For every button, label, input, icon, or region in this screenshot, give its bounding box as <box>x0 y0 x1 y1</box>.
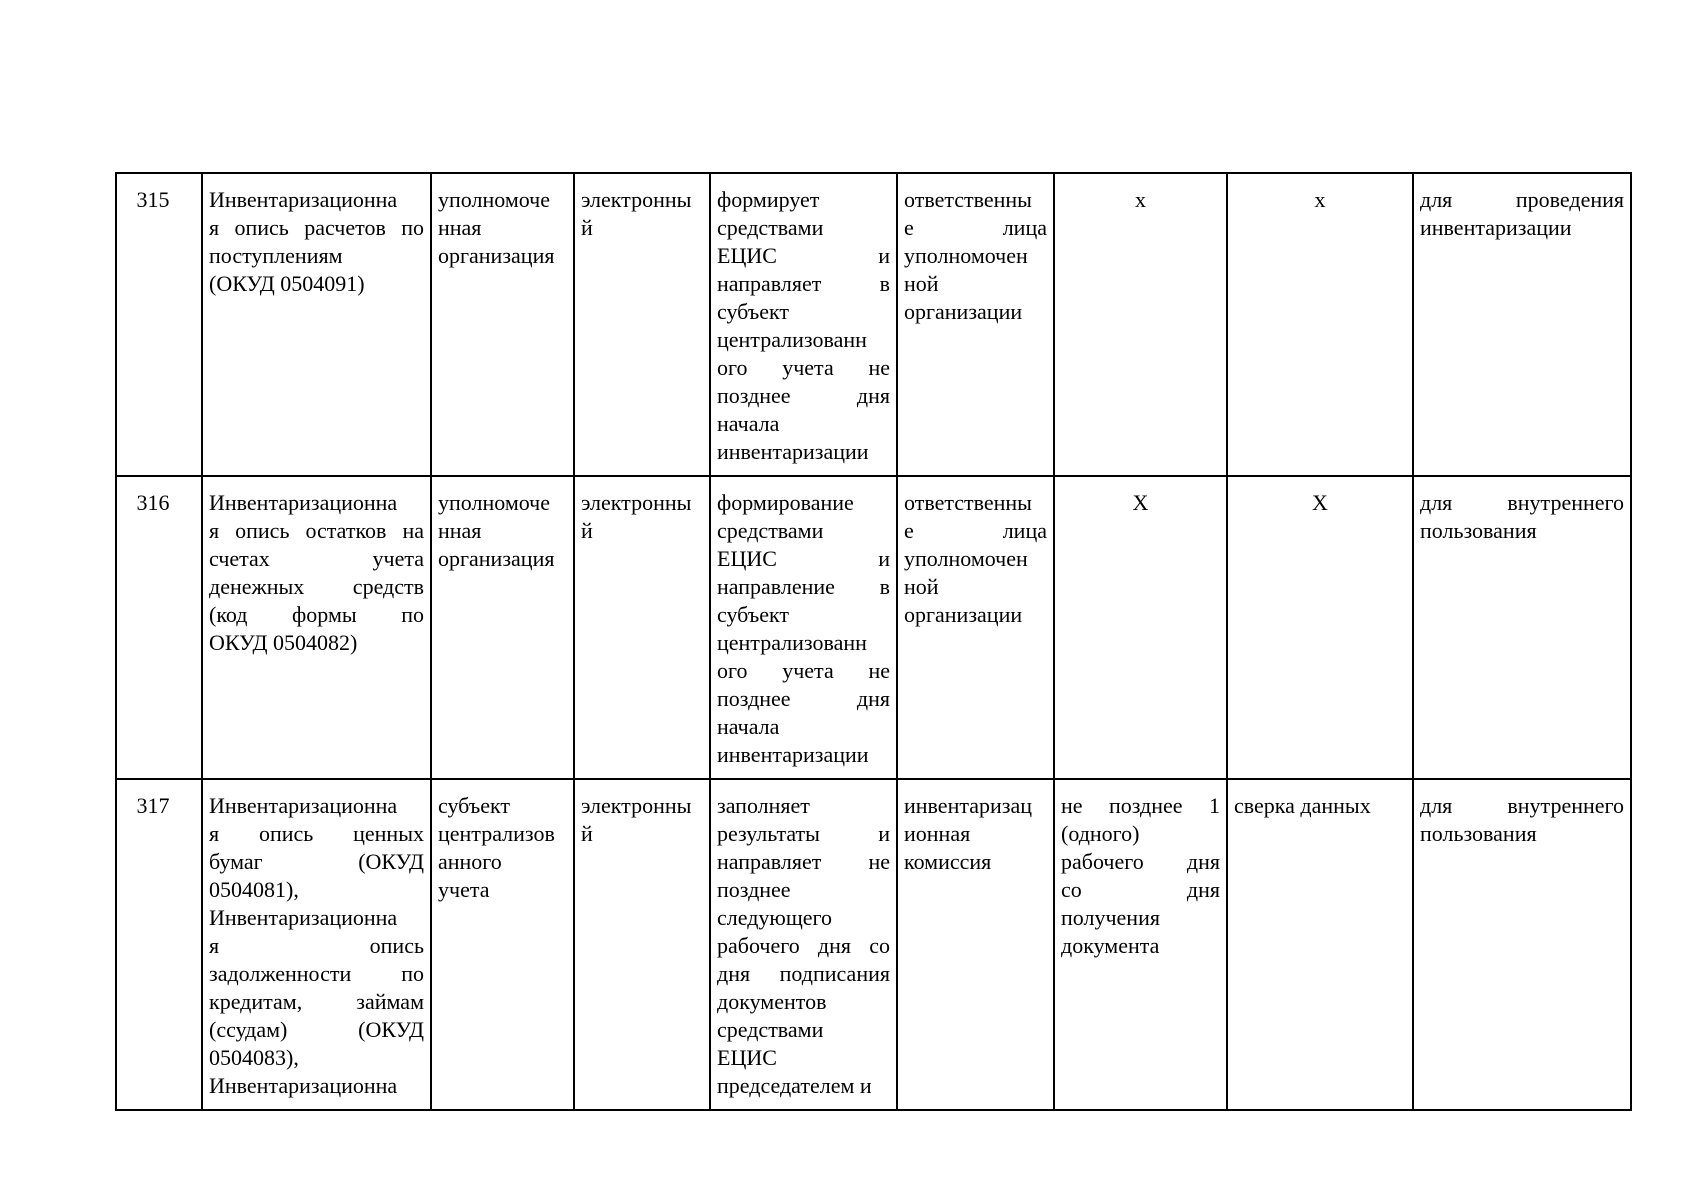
cell-text-line: Инвентаризационна <box>209 793 398 818</box>
purpose-cell <box>1413 476 1631 779</box>
cell-text-line: инвентаризации <box>717 742 869 767</box>
cell-text-line: Х <box>1312 490 1328 515</box>
cell-text-line: задолженности по <box>209 961 424 986</box>
cell-text-line: нная <box>438 215 482 240</box>
procedure-cell <box>710 779 897 1110</box>
cell-text-line: (ОКУД 0504091) <box>209 271 365 296</box>
form-cell <box>574 476 710 779</box>
cell-text-line: электронны <box>581 187 692 212</box>
cell-text-line: субъект <box>717 602 789 627</box>
cell-text-line: (ссудам) (ОКУД <box>209 1017 424 1042</box>
cell-text-line: ЕЦИС и <box>717 546 890 571</box>
cell-text-line: ной <box>904 574 939 599</box>
responsible-cell <box>897 779 1054 1110</box>
cell-text-line: й <box>581 821 593 846</box>
cell-text-line: сверка данных <box>1234 793 1371 818</box>
cell-text-line: централизов <box>438 821 555 846</box>
action-cell <box>1227 476 1413 779</box>
form-cell <box>574 779 710 1110</box>
procedure-cell <box>710 173 897 476</box>
document-table <box>115 172 1632 1111</box>
cell-text-line: заполняет <box>717 793 810 818</box>
row-number-cell: 315 <box>116 173 202 476</box>
cell-text-line: ЕЦИС и <box>717 243 890 268</box>
purpose-cell <box>1413 173 1631 476</box>
cell-text-line: уполномочен <box>904 546 1028 571</box>
cell-text-line: ответственны <box>904 187 1032 212</box>
cell-text-line: ОКУД 0504082) <box>209 630 358 655</box>
cell-text-line: для проведения <box>1420 187 1624 212</box>
cell-text-line: организация <box>438 243 555 268</box>
cell-text-line: й <box>581 518 593 543</box>
cell-text-line: получения <box>1061 905 1160 930</box>
cell-text-line: й <box>581 215 593 240</box>
cell-text-line: Инвентаризационна <box>209 905 398 930</box>
cell-text-line: 0504083), <box>209 1045 299 1070</box>
cell-text-line: субъект <box>438 793 510 818</box>
cell-text-line: инвентаризац <box>904 793 1032 818</box>
cell-text-line: рабочего дня со <box>717 933 890 958</box>
purpose-cell <box>1413 779 1631 1110</box>
table-row <box>116 476 1631 779</box>
who-forms-cell <box>431 173 574 476</box>
cell-text-line: электронны <box>581 490 692 515</box>
cell-text-line: бумаг (ОКУД <box>209 849 424 874</box>
cell-text-line: ого учета не <box>717 355 890 380</box>
cell-text-line: формирует <box>717 187 820 212</box>
form-cell <box>574 173 710 476</box>
cell-text-line: анного <box>438 849 502 874</box>
cell-text-line: результаты и <box>717 821 890 846</box>
cell-text-line: документов <box>717 989 827 1014</box>
cell-text-line: позднее <box>717 877 791 902</box>
cell-text-line: кредитам, займам <box>209 989 424 1014</box>
responsible-cell <box>897 173 1054 476</box>
cell-text-line: Х <box>1132 490 1149 515</box>
procedure-cell <box>710 476 897 779</box>
cell-text-line: не позднее 1 <box>1061 793 1220 818</box>
who-forms-cell <box>431 476 574 779</box>
cell-text-line: начала <box>717 714 780 739</box>
deadline-cell <box>1054 476 1227 779</box>
cell-text-line: организации <box>904 602 1023 627</box>
cell-text-line: комиссия <box>904 849 992 874</box>
cell-text-line: для внутреннего <box>1420 490 1624 515</box>
cell-text-line: организация <box>438 546 555 571</box>
cell-text-line: пользования <box>1420 518 1537 543</box>
cell-text-line: средствами <box>717 1017 824 1042</box>
cell-text-line: я опись остатков на <box>209 518 424 543</box>
cell-text-line: (код формы по <box>209 602 424 627</box>
row-number-cell: 316 <box>116 476 202 779</box>
document-name-cell <box>202 476 431 779</box>
cell-text-line: следующего <box>717 905 833 930</box>
cell-text-line: средствами <box>717 518 824 543</box>
cell-text-line: ионная <box>904 821 971 846</box>
cell-text-line: счетах учета <box>209 546 424 571</box>
cell-text-line: денежных средств <box>209 574 424 599</box>
cell-text-line: уполномоче <box>438 187 550 212</box>
deadline-cell <box>1054 173 1227 476</box>
cell-text-line: учета <box>438 877 490 902</box>
cell-text-line: инвентаризации <box>717 439 869 464</box>
cell-text-line: субъект <box>717 299 789 324</box>
cell-text-line: е лица <box>904 215 1047 240</box>
cell-text-line: я опись ценных <box>209 821 424 846</box>
cell-text-line: уполномочен <box>904 243 1028 268</box>
cell-text-line: направляет не <box>717 849 890 874</box>
cell-text-line: формирование <box>717 490 854 515</box>
cell-text-line: централизованн <box>717 630 867 655</box>
cell-text-line: электронны <box>581 793 692 818</box>
row-number-cell: 317 <box>116 779 202 1110</box>
action-cell <box>1227 779 1413 1110</box>
cell-text-line: нная <box>438 518 482 543</box>
cell-text-line: направляет в <box>717 271 890 296</box>
cell-text-line: ЕЦИС <box>717 1045 777 1070</box>
table-row <box>116 173 1631 476</box>
cell-text-line: инвентаризации <box>1420 215 1572 240</box>
cell-text-line: 0504081), <box>209 877 299 902</box>
who-forms-cell <box>431 779 574 1110</box>
cell-text-line: я опись <box>209 933 424 958</box>
cell-text-line: направление в <box>717 574 890 599</box>
cell-text-line: ого учета не <box>717 658 890 683</box>
cell-text-line: со дня <box>1061 877 1220 902</box>
cell-text-line: документа <box>1061 933 1160 958</box>
responsible-cell <box>897 476 1054 779</box>
cell-text-line: х <box>1135 187 1146 212</box>
document-name-cell <box>202 779 431 1110</box>
cell-text-line: ответственны <box>904 490 1032 515</box>
cell-text-line: для внутреннего <box>1420 793 1624 818</box>
cell-text-line: х <box>1314 187 1326 212</box>
cell-text-line: рабочего дня <box>1061 849 1220 874</box>
cell-text-line: дня подписания <box>717 961 890 986</box>
cell-text-line: е лица <box>904 518 1047 543</box>
cell-text-line: я опись расчетов по <box>209 215 424 240</box>
cell-text-line: поступлениям <box>209 243 343 268</box>
cell-text-line: организации <box>904 299 1023 324</box>
cell-text-line: ной <box>904 271 939 296</box>
cell-text-line: пользования <box>1420 821 1537 846</box>
cell-text-line: централизованн <box>717 327 867 352</box>
cell-text-line: позднее дня <box>717 686 890 711</box>
cell-text-line: средствами <box>717 215 824 240</box>
cell-text-line: председателем и <box>717 1073 872 1098</box>
cell-text-line: Инвентаризационна <box>209 187 398 212</box>
document-name-cell <box>202 173 431 476</box>
deadline-cell <box>1054 779 1227 1110</box>
cell-text-line: (одного) <box>1061 821 1140 846</box>
cell-text-line: Инвентаризационна <box>209 1073 398 1098</box>
cell-text-line: начала <box>717 411 780 436</box>
action-cell <box>1227 173 1413 476</box>
table-row <box>116 779 1631 1110</box>
cell-text-line: уполномоче <box>438 490 550 515</box>
cell-text-line: Инвентаризационна <box>209 490 398 515</box>
table-body <box>116 173 1631 1110</box>
document-page <box>115 172 1630 1111</box>
cell-text-line: позднее дня <box>717 383 890 408</box>
